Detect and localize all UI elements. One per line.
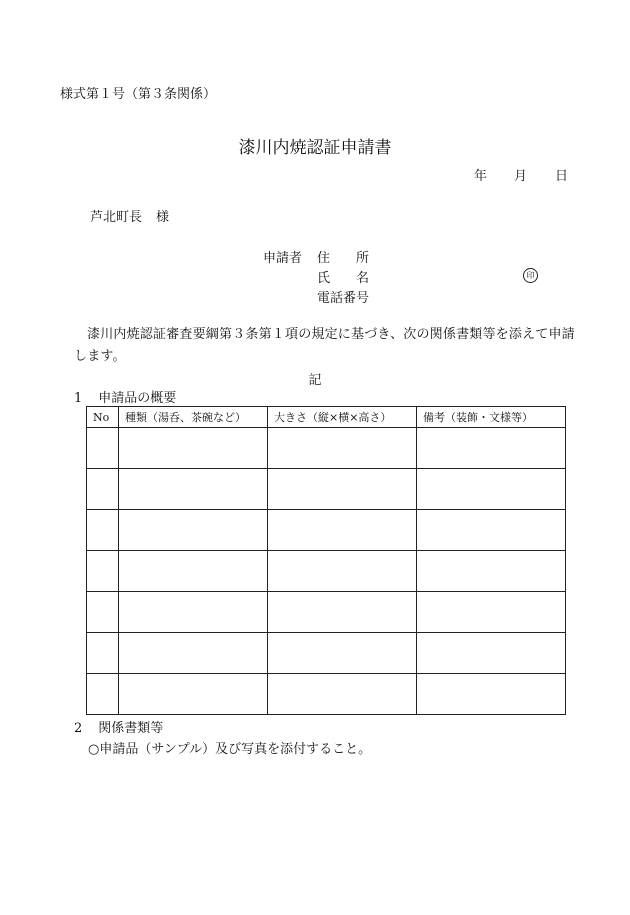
applicant-address-label: 住 所 (317, 251, 370, 266)
cell-size[interactable] (268, 510, 417, 551)
header-type: 種類（湯呑、茶碗など） (119, 407, 268, 428)
cell-no[interactable] (87, 428, 119, 469)
section2-number: 2 (74, 721, 83, 736)
attachment-instruction: ○申請品（サンプル）及び写真を添付すること。 (88, 742, 372, 757)
cell-type[interactable] (119, 469, 268, 510)
cell-size[interactable] (268, 592, 417, 633)
cell-size[interactable] (268, 469, 417, 510)
cell-notes[interactable] (417, 633, 566, 674)
cell-no[interactable] (87, 633, 119, 674)
header-no: No (87, 407, 119, 428)
cell-type[interactable] (119, 592, 268, 633)
cell-no[interactable] (87, 592, 119, 633)
cell-no[interactable] (87, 469, 119, 510)
table-row (87, 633, 566, 674)
header-notes: 備考（装飾・文様等） (417, 407, 566, 428)
section1-number: 1 (74, 391, 83, 406)
cell-size[interactable] (268, 674, 417, 715)
applicant-name-label: 氏 名 (317, 271, 370, 286)
table-row (87, 674, 566, 715)
table-row (87, 510, 566, 551)
cell-no[interactable] (87, 551, 119, 592)
cell-type[interactable] (119, 633, 268, 674)
cell-type[interactable] (119, 428, 268, 469)
cell-notes[interactable] (417, 510, 566, 551)
cell-notes[interactable] (417, 469, 566, 510)
addressee (90, 206, 169, 225)
table-row (87, 592, 566, 633)
seal-mark: 印 (523, 268, 538, 283)
cell-type[interactable] (119, 551, 268, 592)
addressee-honorific: 様 (156, 210, 170, 225)
cell-notes[interactable] (417, 551, 566, 592)
cell-size[interactable] (268, 633, 417, 674)
header-size: 大きさ（縦×横×高さ） (268, 407, 417, 428)
applicant-heading: 申請者 (263, 251, 303, 266)
table-row (87, 469, 566, 510)
cell-type[interactable] (119, 510, 268, 551)
cell-no[interactable] (87, 510, 119, 551)
ki-heading: 記 (308, 373, 322, 388)
table-header-row (87, 407, 566, 428)
body-text: 漆川内焼認証審査要綱第３条第１項の規定に基づき、次の関係書類等を添えて申請します。 (74, 327, 575, 364)
form-number: 様式第１号（第３条関係） (60, 87, 217, 102)
section2-heading (74, 717, 163, 736)
table-row (87, 428, 566, 469)
cell-notes[interactable] (417, 428, 566, 469)
items-table (86, 406, 566, 715)
cell-notes[interactable] (417, 592, 566, 633)
cell-notes[interactable] (417, 674, 566, 715)
section1-label: 申請品の概要 (98, 391, 177, 406)
cell-size[interactable] (268, 551, 417, 592)
cell-no[interactable] (87, 674, 119, 715)
cell-size[interactable] (268, 428, 417, 469)
section2-label: 関係書類等 (98, 721, 164, 736)
date-year-label: 年 (474, 169, 488, 184)
addressee-name: 芦北町長 (90, 210, 143, 225)
table-row (87, 551, 566, 592)
cell-type[interactable] (119, 674, 268, 715)
section1-heading (74, 387, 176, 406)
date-day-label: 日 (555, 169, 569, 184)
date-month-label: 月 (514, 169, 528, 184)
document-title: 漆川内焼認証申請書 (238, 138, 392, 158)
applicant-phone-label: 電話番号 (317, 291, 370, 306)
